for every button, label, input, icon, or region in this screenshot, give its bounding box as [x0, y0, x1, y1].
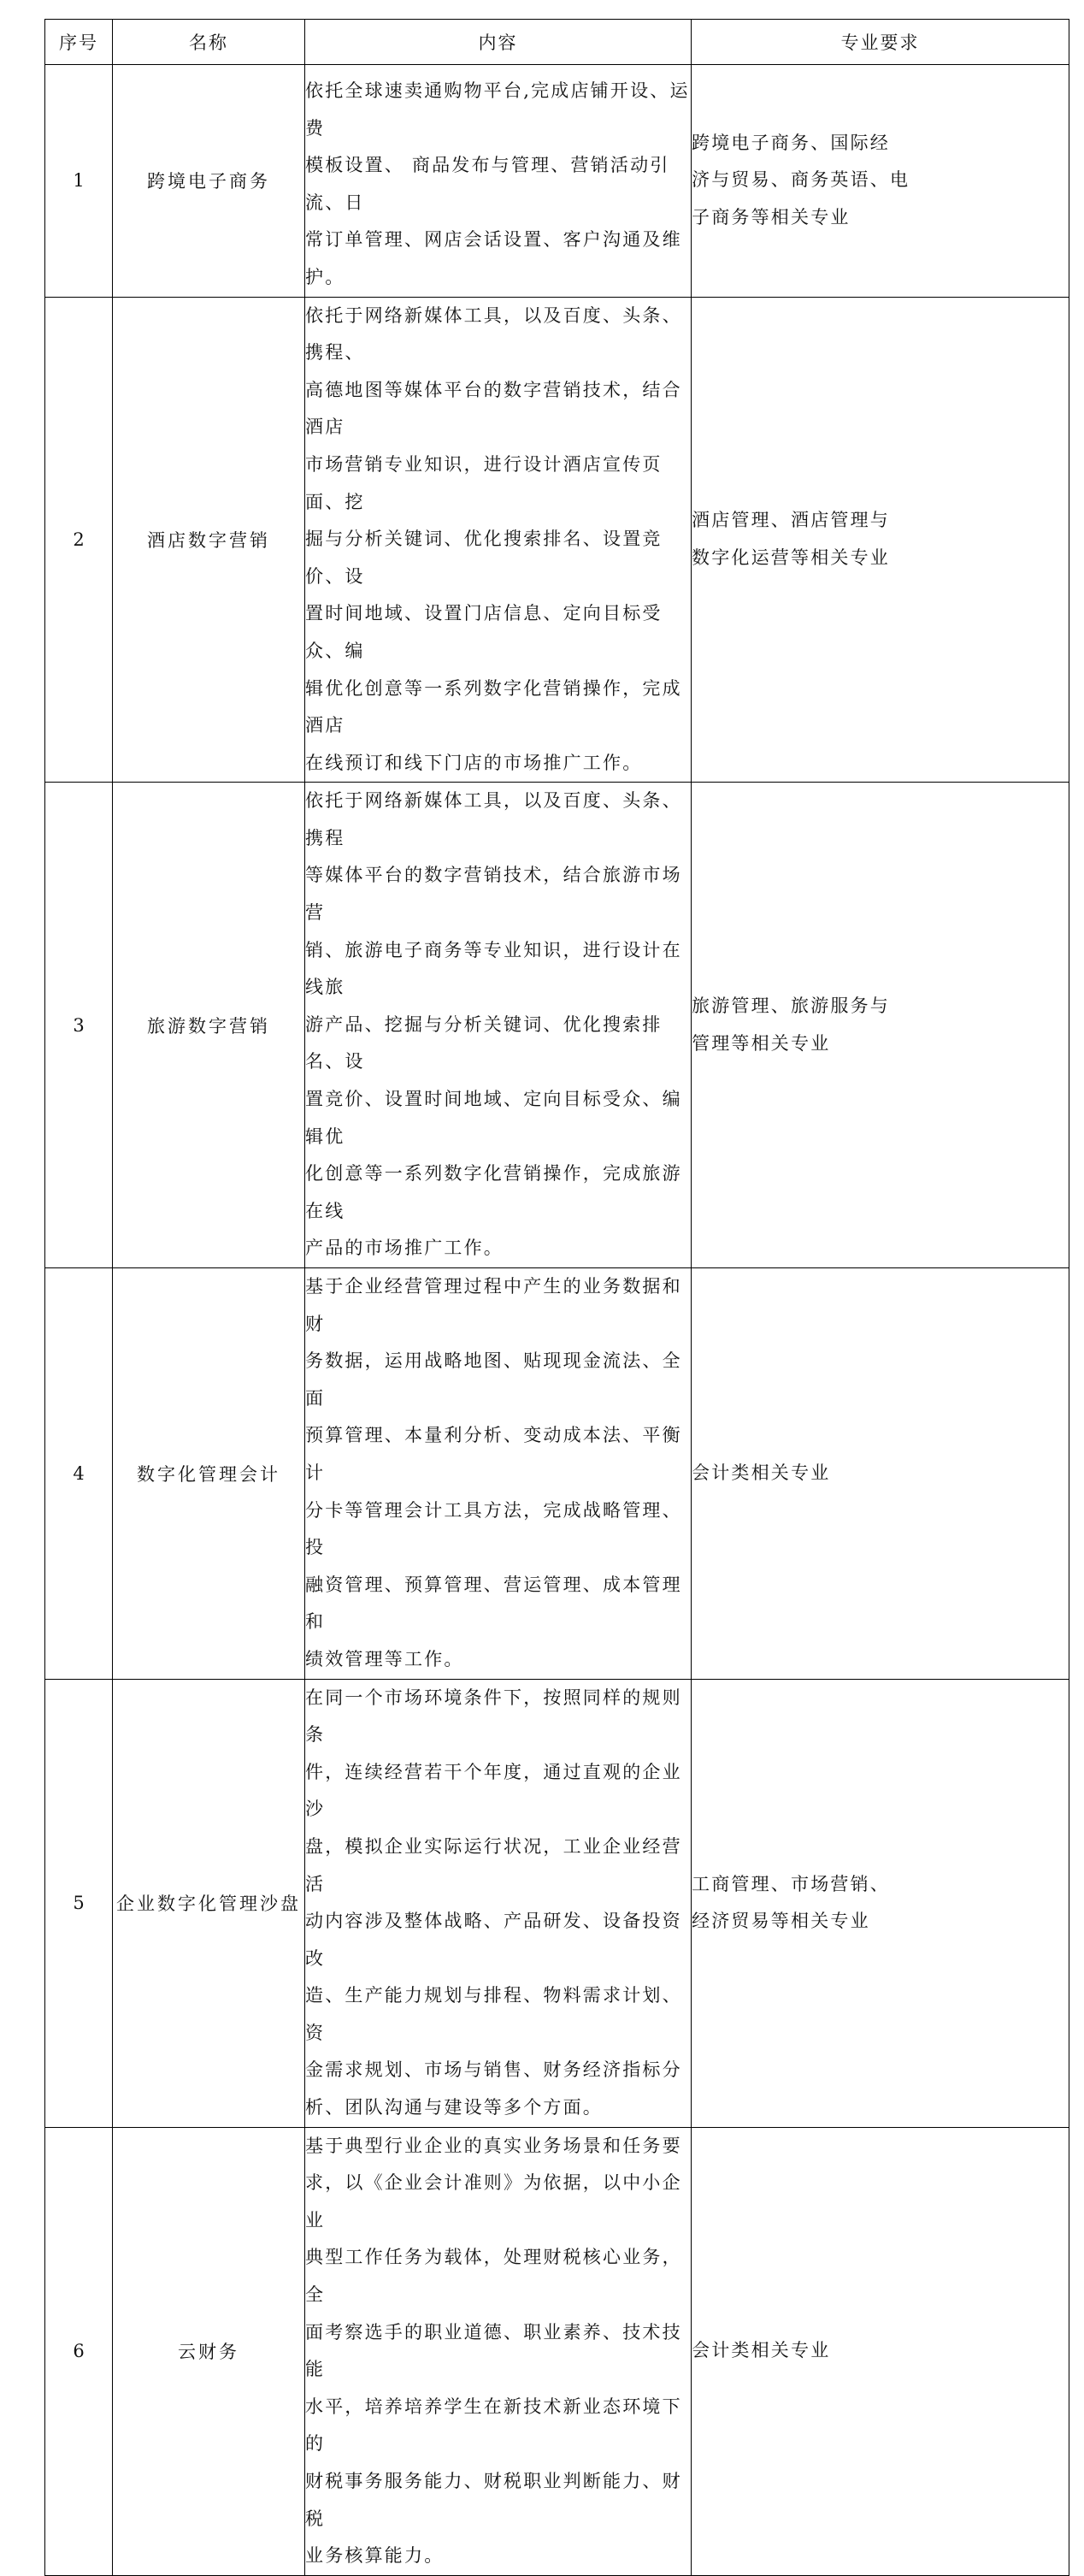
row-requirement: 酒店管理、酒店管理与 数字化运营等相关专业	[692, 297, 1069, 783]
header-name: 名称	[113, 20, 305, 65]
row-requirement: 跨境电子商务、国际经 济与贸易、商务英语、电 子商务等相关专业	[692, 65, 1069, 298]
row-name: 酒店数字营销	[113, 297, 305, 783]
row-content: 依托于网络新媒体工具，以及百度、头条、携程 等媒体平台的数字营销技术，结合旅游市场营 销、旅游电子商务等专业知识，进行设计在线旅 游产品、挖掘与分析关键词、优化搜索排名、设 置竞价、设置时间地域、定向目标受众、编辑优 化创意等一系列数字化营销操作，完成旅游在线 产品的市场推广工作。	[305, 783, 692, 1268]
row-requirement: 旅游管理、旅游服务与 管理等相关专业	[692, 783, 1069, 1268]
row-name: 跨境电子商务	[113, 65, 305, 298]
row-name: 云财务	[113, 2127, 305, 2575]
row-content: 依托于网络新媒体工具，以及百度、头条、携程、 高德地图等媒体平台的数字营销技术，结合酒店 市场营销专业知识，进行设计酒店宣传页面、挖 掘与分析关键词、优化搜索排名、设置竞价、设 置时间地域、设置门店信息、定向目标受众、编 辑优化创意等一系列数字化营销操作，完成酒店 在线预订和线下门店的市场推广工作。	[305, 297, 692, 783]
table-row	[45, 65, 1069, 298]
header-row	[45, 20, 1069, 65]
row-content: 基于企业经营管理过程中产生的业务数据和财 务数据，运用战略地图、贴现现金流法、全面 预算管理、本量利分析、变动成本法、平衡计 分卡等管理会计工具方法，完成战略管理、投 融资管理、预算管理、营运管理、成本管理和 绩效管理等工作。	[305, 1268, 692, 1680]
row-content: 依托全球速卖通购物平台,完成店铺开设、运费 模板设置、 商品发布与管理、营销活动引流、日 常订单管理、网店会话设置、客户沟通及维护。	[305, 65, 692, 298]
row-seq: 5	[45, 1679, 113, 2127]
table-row	[45, 1268, 1069, 1680]
row-requirement: 工商管理、市场营销、 经济贸易等相关专业	[692, 1679, 1069, 2127]
table-row	[45, 783, 1069, 1268]
table-row	[45, 297, 1069, 783]
row-seq: 2	[45, 297, 113, 783]
header-requirement: 专业要求	[692, 20, 1069, 65]
competition-table	[44, 19, 1069, 2576]
row-seq: 3	[45, 783, 113, 1268]
row-content: 在同一个市场环境条件下，按照同样的规则条 件，连续经营若干个年度，通过直观的企业沙 盘，模拟企业实际运行状况，工业企业经营活 动内容涉及整体战略、产品研发、设备投资改 造、生产能力规划与排程、物料需求计划、资 金需求规划、市场与销售、财务经济指标分 析、团队沟通与建设等多个方面。	[305, 1679, 692, 2127]
header-content: 内容	[305, 20, 692, 65]
row-content: 基于典型行业企业的真实业务场景和任务要 求，以《企业会计准则》为依据，以中小企业 典型工作任务为载体，处理财税核心业务，全 面考察选手的职业道德、职业素养、技术技能 水平，培养培养学生在新技术新业态环境下的 财税事务服务能力、财税职业判断能力、财税 业务核算能力。	[305, 2127, 692, 2575]
header-seq: 序号	[45, 20, 113, 65]
row-seq: 1	[45, 65, 113, 298]
row-seq: 4	[45, 1268, 113, 1680]
row-name: 旅游数字营销	[113, 783, 305, 1268]
row-requirement: 会计类相关专业	[692, 2127, 1069, 2575]
row-name: 企业数字化管理沙盘	[113, 1679, 305, 2127]
row-requirement: 会计类相关专业	[692, 1268, 1069, 1680]
table-row	[45, 2127, 1069, 2575]
row-seq: 6	[45, 2127, 113, 2575]
row-name: 数字化管理会计	[113, 1268, 305, 1680]
table-row	[45, 1679, 1069, 2127]
